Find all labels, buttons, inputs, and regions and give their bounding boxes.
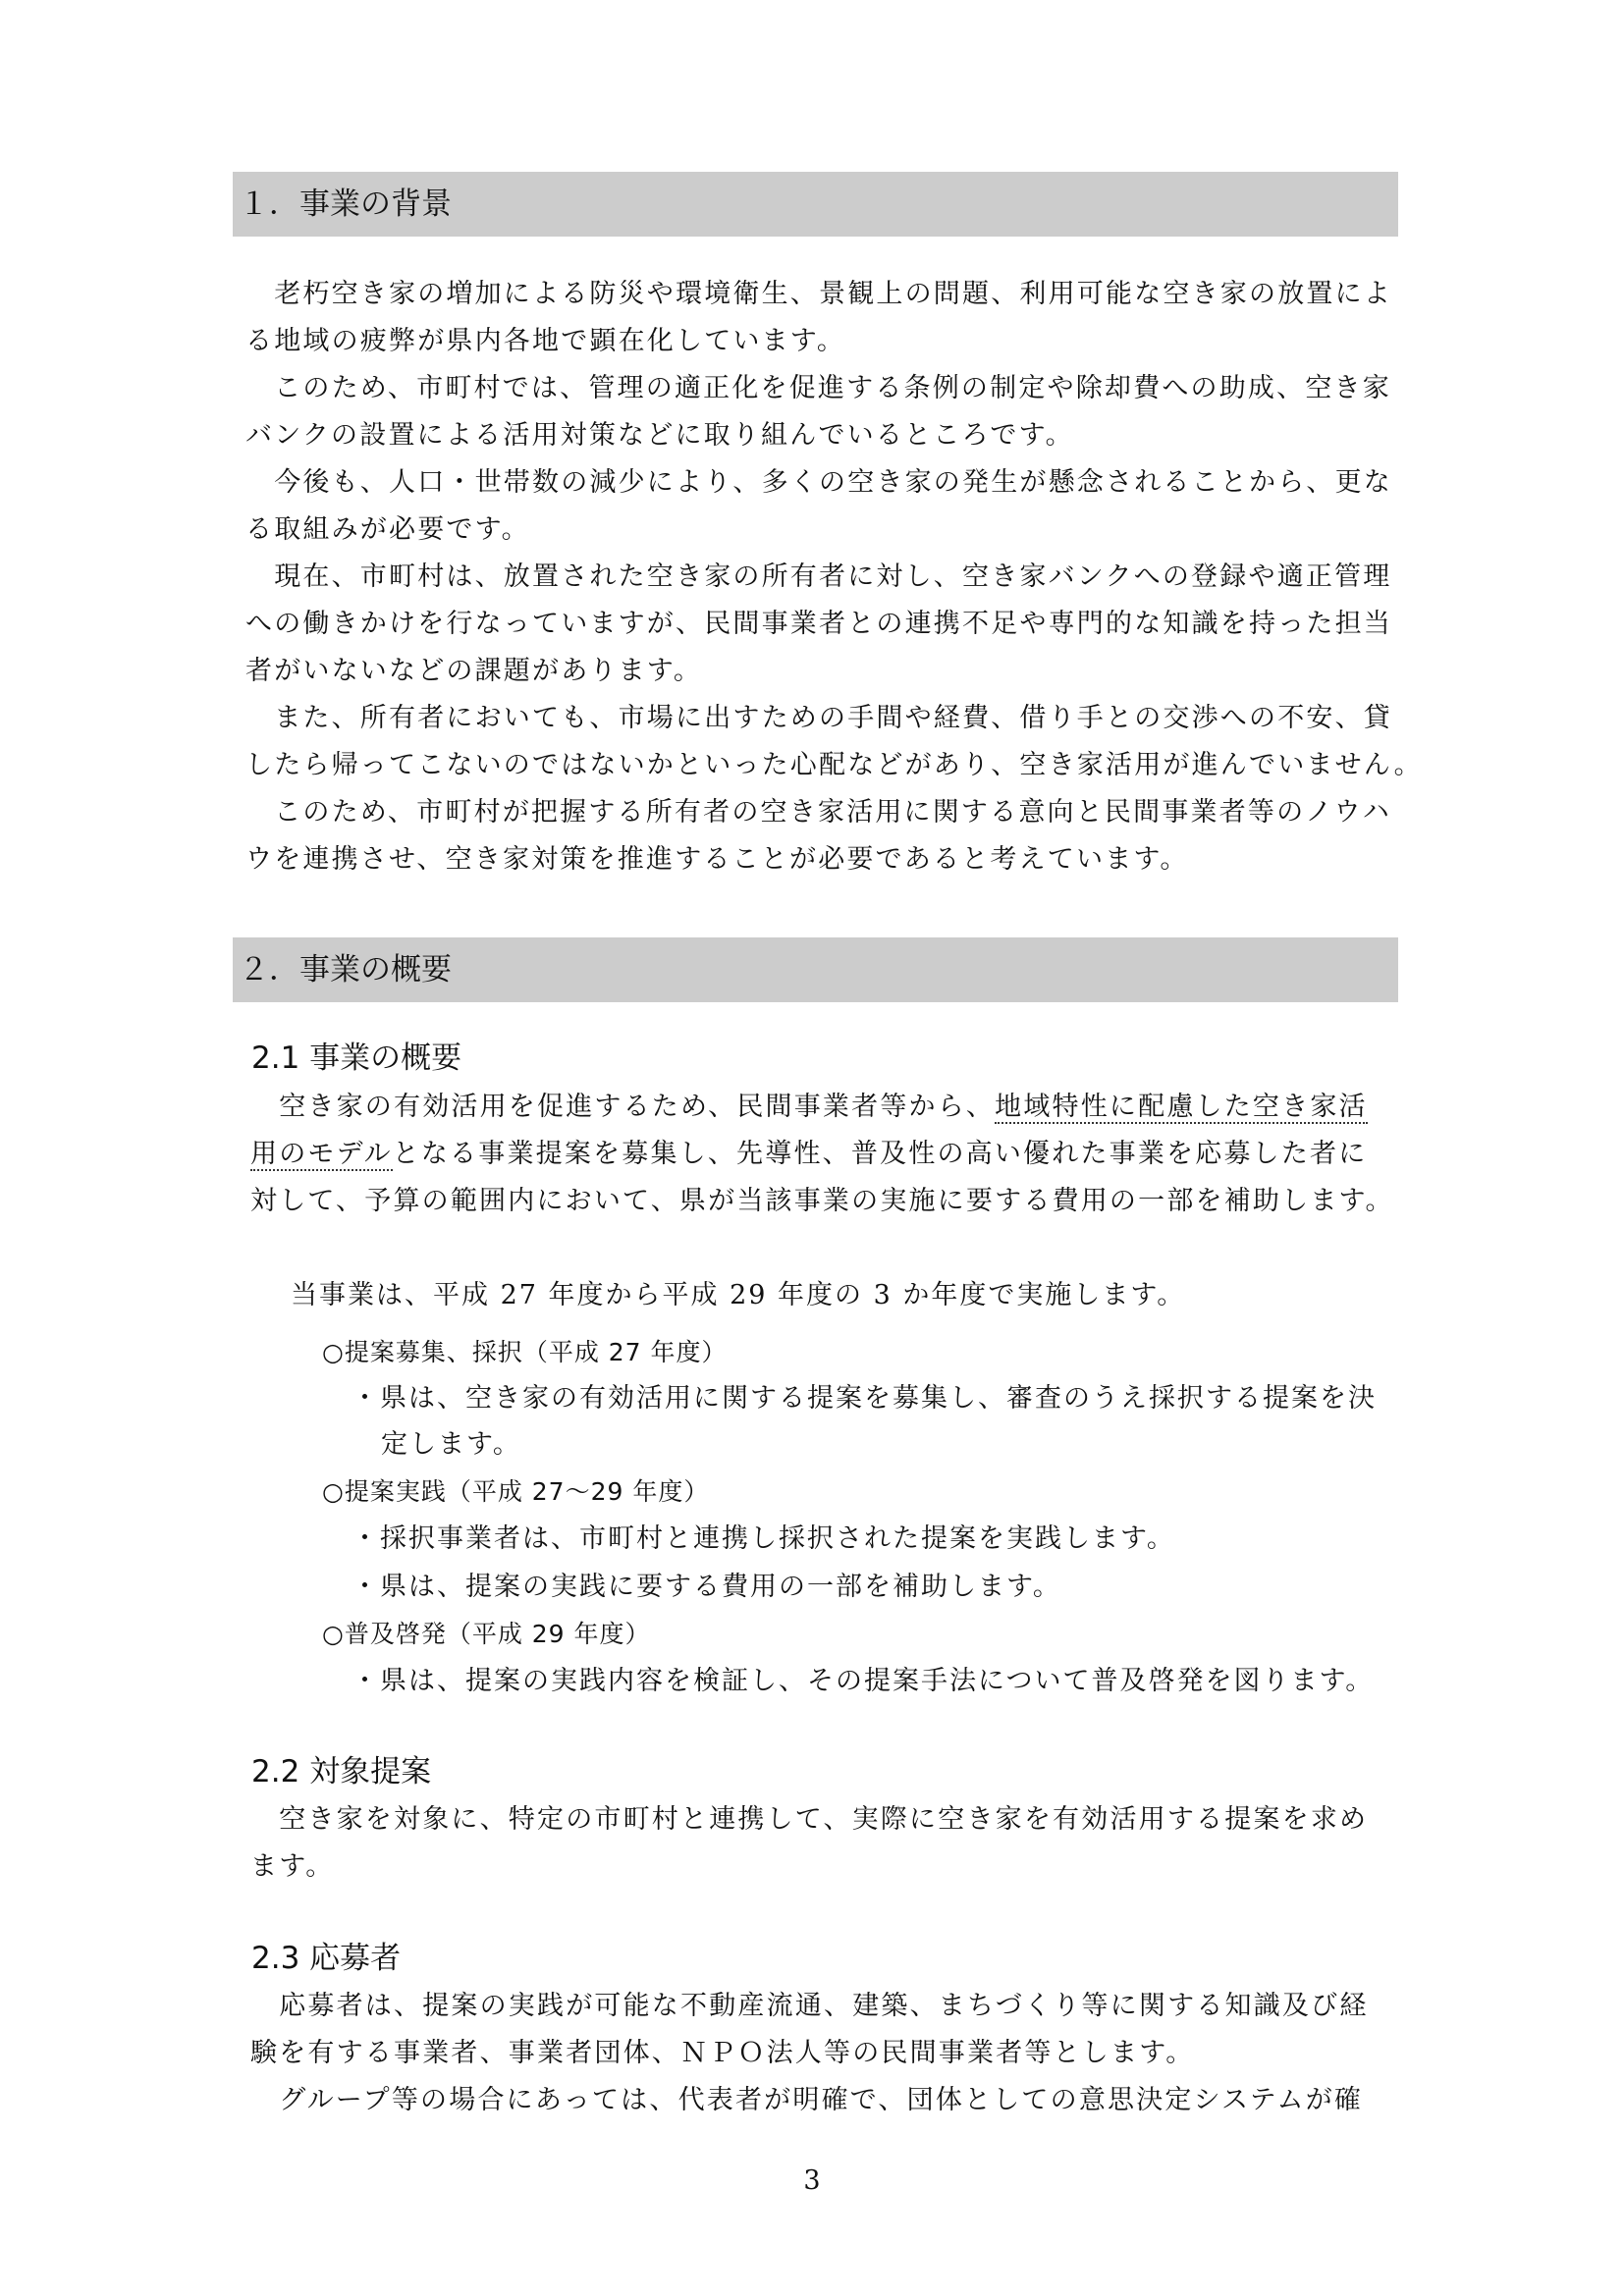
section-1-body — [245, 271, 1423, 883]
bullet-item-continued: 定します。 — [381, 1429, 521, 1460]
page-number: 3 — [803, 2165, 821, 2196]
body-line: 用のモデルとなる事業提案を募集し、先導性、普及性の高い優れた事業を応募した者に — [250, 1139, 1368, 1169]
body-line: バンクの設置による活用対策などに取り組んでいるところです。 — [245, 420, 1074, 451]
body-line: このため、市町村が把握する所有者の空き家活用に関する意向と民間事業者等のノウハ — [245, 797, 1391, 828]
section-2-heading: ２．事業の概要 — [233, 937, 1398, 1002]
body-line: 者がいないなどの課題があります。 — [245, 656, 703, 686]
list-item-heading: ○提案実践（平成 27～29 年度） — [322, 1477, 710, 1506]
underlined-phrase: 地域特性に配慮した空き家活 — [995, 1092, 1368, 1122]
subsection-2-3-body — [250, 1983, 1399, 2124]
body-line: 老朽空き家の増加による防災や環境衛生、景観上の問題、利用可能な空き家の放置によ — [245, 279, 1392, 309]
subsection-2-3-heading: 2.3 応募者 — [251, 1941, 402, 1976]
body-line: への働きかけを行なっていますが、民間事業者との連携不足や専門的な知識を持った担当 — [245, 609, 1392, 639]
bullet-item: ・県は、提案の実践内容を検証し、その提案手法について普及啓発を図ります。 — [352, 1666, 1375, 1696]
period-statement: 当事業は、平成 27 年度から平成 29 年度の 3 か年度で実施します。 — [291, 1280, 1186, 1310]
body-line: このため、市町村では、管理の適正化を促進する条例の制定や除却費への助成、空き家 — [245, 373, 1391, 403]
subsection-2-2-heading: 2.2 対象提案 — [251, 1754, 432, 1789]
body-line: 験を有する事業者、事業者団体、ＮＰＯ法人等の民間事業者等とします。 — [250, 2038, 1195, 2068]
body-line: 今後も、人口・世帯数の減少により、多くの空き家の発生が懸念されることから、更な — [245, 467, 1392, 498]
body-line: 空き家を対象に、特定の市町村と連携して、実際に空き家を有効活用する提案を求め — [250, 1804, 1369, 1835]
list-item-heading: ○提案募集、採択（平成 27 年度） — [322, 1338, 728, 1366]
body-line: 応募者は、提案の実践が可能な不動産流通、建築、まちづくり等に関する知識及び経 — [250, 1991, 1369, 2021]
body-line: したら帰ってこないのではないかといった心配などがあり、空き家活用が進んでいません。 — [245, 750, 1423, 780]
subsection-2-1-heading: 2.1 事業の概要 — [251, 1041, 462, 1076]
body-line: ます。 — [250, 1851, 335, 1882]
body-line: る地域の疲弊が県内各地で顕在化しています。 — [245, 326, 846, 356]
body-line: 現在、市町村は、放置された空き家の所有者に対し、空き家バンクへの登録や適正管理 — [245, 561, 1392, 592]
body-line: グループ等の場合にあっては、代表者が明確で、団体としての意思決定システムが確 — [250, 2085, 1364, 2115]
body-line: ウを連携させ、空き家対策を推進することが必要であると考えています。 — [245, 844, 1189, 875]
underlined-phrase: 用のモデル — [250, 1139, 393, 1169]
subsection-2-2-body — [250, 1796, 1399, 1891]
body-line: 空き家の有効活用を促進するため、民間事業者等から、地域特性に配慮した空き家活 — [250, 1092, 1368, 1122]
body-line: 対して、予算の範囲内において、県が当該事業の実施に要する費用の一部を補助します。 — [250, 1186, 1394, 1216]
list-item-heading: ○普及啓発（平成 29 年度） — [322, 1620, 651, 1648]
bullet-item: ・県は、提案の実践に要する費用の一部を補助します。 — [352, 1572, 1061, 1602]
subsection-2-1-body — [250, 1084, 1399, 1225]
body-line: る取組みが必要です。 — [245, 514, 530, 545]
body-line: また、所有者においても、市場に出すための手間や経費、借り手との交渉への不安、貸 — [245, 703, 1392, 733]
section-1-heading: １．事業の背景 — [233, 172, 1398, 237]
bullet-item: ・県は、空き家の有効活用に関する提案を募集し、審査のうえ採択する提案を決 — [352, 1383, 1377, 1414]
bullet-item: ・採択事業者は、市町村と連携し採択された提案を実践します。 — [352, 1523, 1175, 1554]
